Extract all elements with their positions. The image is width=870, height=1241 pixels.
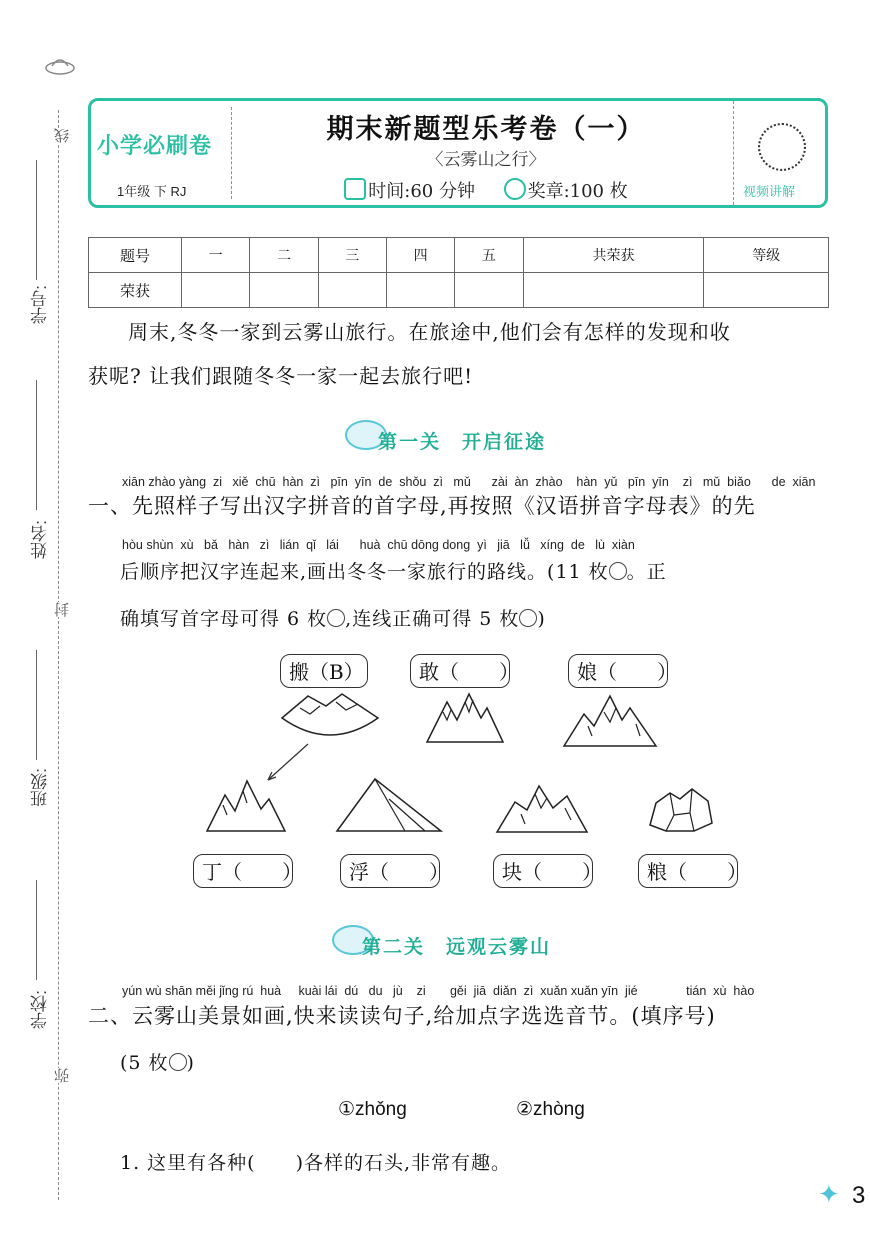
q2-line-2 xyxy=(120,1048,195,1075)
mountain-icon xyxy=(205,775,287,833)
binding-dashed-line xyxy=(58,110,59,1200)
ufo-logo-icon xyxy=(44,52,76,78)
score-input-cell[interactable] xyxy=(386,273,454,308)
table-row xyxy=(89,273,829,308)
grade-label: 1年级 下 RJ xyxy=(117,184,187,199)
margin-mark-mi: 弥 xyxy=(54,1068,71,1083)
name-line xyxy=(36,380,37,510)
q2-item-1: 1. 这里有各种( )各样的石头,非常有趣。 xyxy=(120,1152,512,1174)
mountain-icon xyxy=(425,690,505,745)
section-2-title: 第二关 远观云雾山 xyxy=(362,937,552,958)
table-cell: 五 xyxy=(455,238,523,273)
video-explain-label[interactable]: 视频讲解 xyxy=(743,184,796,199)
medal-icon xyxy=(169,1053,187,1071)
exam-subtitle: 〈云雾山之行〉 xyxy=(426,150,546,170)
school-label: 学校: xyxy=(31,990,50,1029)
class-line xyxy=(36,650,37,760)
medal-icon xyxy=(327,609,345,627)
table-cell: 二 xyxy=(250,238,318,273)
score-table xyxy=(88,237,829,308)
option-zhong3: ①zhǒng xyxy=(338,1099,407,1120)
q1-line-3-part-b: ,连线正确可得 5 枚 xyxy=(345,608,520,630)
exam-title: 期末新题型乐考卷（一） xyxy=(326,114,646,145)
table-cell: 三 xyxy=(318,238,386,273)
answer-box-fu[interactable]: 浮（ ） xyxy=(340,854,440,888)
name-label: 姓名: xyxy=(31,520,50,559)
score-input-cell[interactable] xyxy=(704,273,829,308)
q1-pinyin-1: xiān zhào yàng zi xiě chū hàn zì pīn yīn de shǒu zì mǔ zài àn zhào hàn yǔ pīn yīn zì mǔ biǎo de xiān xyxy=(122,475,816,489)
q1-pinyin-2: hòu shùn xù bǎ hàn zì lián qǐ lái huà chū dōng dong yì jiā lǚ xíng de lù xiàn xyxy=(122,538,635,552)
intro-line-1: 周末,冬冬一家到云雾山旅行。在旅途中,他们会有怎样的发现和收 xyxy=(128,320,731,344)
time-limit: 时间:60 分钟 xyxy=(368,181,475,202)
section-1-title: 第一关 开启征途 xyxy=(378,432,547,453)
qr-code-icon[interactable] xyxy=(758,123,806,171)
table-cell: 四 xyxy=(386,238,454,273)
medal-icon xyxy=(519,609,537,627)
q1-line-3-part-a: 确填写首字母可得 6 枚 xyxy=(120,608,328,630)
reward-total: 奖章:100 枚 xyxy=(527,181,628,202)
score-input-cell[interactable] xyxy=(523,273,704,308)
q2-line-2-text: (5 枚 xyxy=(120,1052,169,1074)
table-row xyxy=(89,238,829,273)
margin-mark-xian: 线 xyxy=(54,128,71,143)
score-input-cell[interactable] xyxy=(455,273,523,308)
option-zhong4: ②zhòng xyxy=(516,1099,585,1120)
header-divider xyxy=(231,107,232,199)
rock-icon xyxy=(646,785,716,835)
q1-line-1: 一、先照样子写出汉字拼音的首字母,再按照《汉语拼音字母表》的先 xyxy=(88,494,756,518)
answer-box-liang[interactable]: 粮（ ） xyxy=(638,854,738,888)
sparkle-icon: ✦ xyxy=(818,1180,840,1210)
answer-box-niang[interactable]: 娘（ ） xyxy=(568,654,668,688)
table-cell: 荣获 xyxy=(89,273,182,308)
q1-line-3-part-c: ) xyxy=(537,608,546,630)
q1-line-2-text: 后顺序把汉字连起来,画出冬冬一家旅行的路线。(11 枚 xyxy=(120,561,609,583)
table-cell: 等级 xyxy=(704,238,829,273)
page-number: 3 xyxy=(852,1182,866,1209)
q1-line-2 xyxy=(120,557,667,584)
answer-box-gan[interactable]: 敢（ ） xyxy=(410,654,510,688)
answer-box-ding[interactable]: 丁（ ） xyxy=(193,854,293,888)
class-label: 班级: xyxy=(31,768,50,807)
q1-line-3 xyxy=(120,604,546,631)
q1-line-2-tail: 。正 xyxy=(626,561,667,583)
medal-icon xyxy=(504,178,526,200)
q2-pinyin: yún wù shān měi jǐng rú huà kuài lái dú du jù zi gěi jiā diǎn zì xuǎn xuǎn yīn jié tián xù hào xyxy=(122,984,755,998)
school-line xyxy=(36,880,37,980)
q2-line-2-tail: ) xyxy=(186,1052,195,1074)
score-input-cell[interactable] xyxy=(250,273,318,308)
score-input-cell[interactable] xyxy=(318,273,386,308)
intro-line-2: 获呢? 让我们跟随冬冬一家一起去旅行吧! xyxy=(88,364,474,388)
mountain-icon xyxy=(560,690,660,750)
score-input-cell[interactable] xyxy=(182,273,250,308)
exam-header xyxy=(88,98,828,208)
header-divider-right xyxy=(733,101,734,205)
q2-line-1: 二、云雾山美景如画,快来读读句子,给加点字选选音节。(填序号) xyxy=(88,1004,716,1028)
mountain-icon xyxy=(335,775,443,835)
student-id-line xyxy=(36,160,37,280)
margin-mark-feng: 封 xyxy=(54,602,71,617)
table-cell: 题号 xyxy=(89,238,182,273)
medal-icon xyxy=(609,562,627,580)
table-cell: 一 xyxy=(182,238,250,273)
mountain-icon xyxy=(495,780,590,835)
mountain-icon xyxy=(280,690,380,750)
answer-box-ban[interactable]: 搬（B） xyxy=(280,654,368,688)
brand-name: 小学必刷卷 xyxy=(97,133,213,158)
exam-meta xyxy=(241,177,731,203)
answer-box-kuai[interactable]: 块（ ） xyxy=(493,854,593,888)
table-cell: 共荣获 xyxy=(523,238,704,273)
student-id-label: 学号: xyxy=(31,285,50,324)
hourglass-icon xyxy=(344,178,366,200)
